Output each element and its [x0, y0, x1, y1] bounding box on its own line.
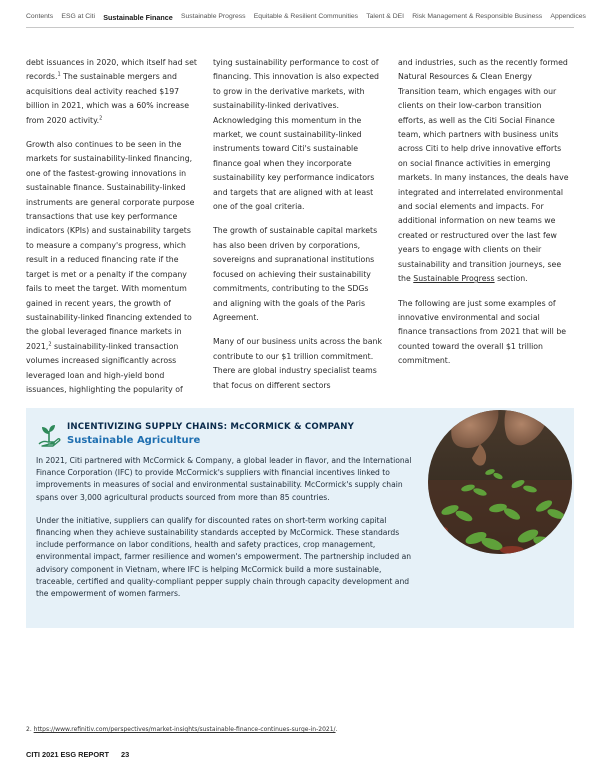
- footnote-period: .: [335, 726, 338, 733]
- plant-hand-icon: [36, 422, 62, 448]
- nav-item-appendices[interactable]: Appendices: [550, 13, 586, 20]
- paragraph: [26, 138, 197, 397]
- text-column-3: [398, 56, 569, 379]
- text: Growth also continues to be seen in the markets for sustainability-linked financing, one of the fastest-growing innovations in sustainable finance. Sustainability-linked instruments are general corporate purpose transactions that use key performance indicators (KPIs) and sustainability targets to measure a company's progress, which result in a reduced financing rate if the target is met or a penalty if the company fails to meet the target. With momentum gained in recent years, the growth of sustainability-linked financing extended to the global leveraged finance markets in 2021,: [26, 140, 195, 351]
- paragraph: The growth of sustainable capital markets has also been driven by corporations, sovereigns and supranational institutions focused on achieving their sustainability commitments, contributing to the SDGs and aligning with the goals of the Paris Agreement.: [213, 226, 378, 322]
- nav-item-sustainable-finance[interactable]: Sustainable Finance: [103, 13, 173, 22]
- nav-item-contents[interactable]: Contents: [26, 13, 54, 20]
- footnote-link[interactable]: https://www.refinitiv.com/perspectives/market-insights/sustainable-finance-continues-surge-in-2021/: [33, 726, 336, 733]
- nav-item-sustainable-progress[interactable]: Sustainable Progress: [180, 13, 246, 20]
- nav-divider: [26, 27, 574, 28]
- farmer-hands-seedlings-photo: [428, 410, 572, 554]
- top-navigation: [26, 13, 586, 22]
- paragraph: In 2021, Citi partnered with McCormick & Company, a global leader in flavor, and the International Finance Corporation (IFC) to provide McCormick's suppliers with financial incentives linked to improvements in measures of social and environmental sustainability. McCormick's supply chain spans over 3,000 agricultural products sourced from more than 85 countries.: [36, 456, 412, 502]
- text-column-2: [213, 56, 384, 403]
- callout-subtitle: Sustainable Agriculture: [67, 435, 201, 446]
- paragraph: Many of our business units across the bank contribute to our $1 trillion commitment. There are global industry specialist teams that focus on different sectors: [213, 337, 382, 390]
- nav-item-risk-management[interactable]: Risk Management & Responsible Business: [412, 13, 543, 20]
- page-number: 23: [121, 750, 130, 759]
- footnote: [26, 726, 337, 733]
- callout-body: [36, 455, 414, 611]
- text: sustainability-linked transaction volumes increased significantly across leveraged loan and high-yield bond issuances, highlighting the popularity of: [26, 341, 183, 394]
- nav-item-equitable-communities[interactable]: Equitable & Resilient Communities: [253, 13, 359, 20]
- text-column-1: [26, 56, 197, 407]
- nav-item-talent-dei[interactable]: Talent & DEI: [366, 13, 405, 20]
- footnote-ref: 2: [48, 341, 52, 348]
- text: debt issuances in 2020, which itself had set records.: [26, 58, 197, 82]
- footnote-number: 2.: [26, 726, 32, 733]
- page-footer: [26, 750, 129, 759]
- paragraph: Under the initiative, suppliers can qualify for discounted rates on short-term working capital financing when they achieve sustainability standards accepted by McCormick. These standards include performance on labor conditions, health and safety practices, crop management, environmental impact, farmer resilience and women's empowerment. The partnership included an advisory component in Vietnam, where IFC is helping McCormick build a more sustainable, traceable, certified and quality-compliant pepper supply chain through capacity development and the empowerment of women farmers.: [36, 515, 412, 599]
- paragraph: [398, 56, 569, 287]
- callout-title: INCENTIVIZING SUPPLY CHAINS: McCORMICK & COMPANY: [67, 422, 355, 432]
- text: section.: [494, 274, 528, 284]
- report-name: CITI 2021 ESG REPORT: [26, 750, 109, 759]
- paragraph: [26, 56, 197, 128]
- paragraph: The following are just some examples of innovative environmental and social finance transactions from 2021 that will be counted toward the overall $1 trillion commitment.: [398, 298, 567, 366]
- text: and industries, such as the recently formed Natural Resources & Clean Energy Transition team, which engages with our clients on their low-carbon transition efforts, as well as the Citi Social Finance team, which partners with business units across Citi to help drive innovative efforts on social finance activities in emerging markets. In many instances, the deals have integrated and interrelated environmental and social elements and impacts. For additional information on new teams we created or restructured over the last few years to engage with clients on their sustainability and transition journeys, see the: [398, 58, 569, 284]
- footnote-ref: 1: [57, 71, 61, 78]
- paragraph: tying sustainability performance to cost of financing. This innovation is also expected to grow in the derivative markets, with sustainability-linked derivatives. Acknowledging this momentum in the market, we count sustainability-linked instruments toward Citi's sustainable finance goal when they incorporate sustainability key performance indicators and targets that are aligned with at least one of the goal criteria.: [213, 58, 379, 212]
- nav-item-esg-at-citi[interactable]: ESG at Citi: [61, 13, 96, 20]
- footnote-ref: 2: [99, 115, 103, 122]
- text: The sustainable mergers and acquisitions deal activity reached $197 billion in 2021, which was a 60% increase from 2020 activity.: [26, 72, 190, 125]
- sustainable-progress-link[interactable]: Sustainable Progress: [413, 274, 495, 284]
